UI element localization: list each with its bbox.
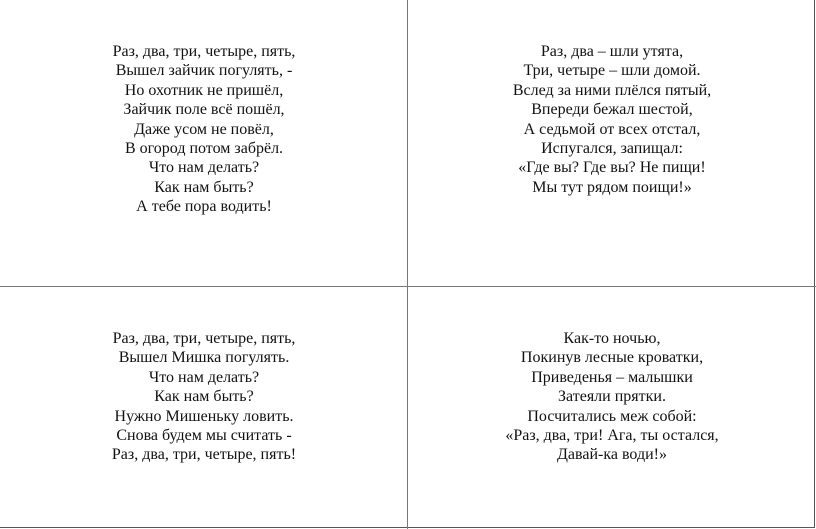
poem-line: Посчитались меж собой: — [527, 407, 697, 425]
poem-line: А тебе пора водить! — [136, 198, 272, 216]
poem-line: Испугался, запищал: — [541, 140, 683, 158]
horizontal-cut-line — [0, 286, 816, 287]
poem-line: Вышел Мишка погулять. — [118, 349, 290, 367]
poem-line: Даже усом не повёл, — [134, 120, 274, 138]
poem-line: Покинув лесные кроватки, — [520, 349, 704, 367]
poem-line: Вышел зайчик погулять, - — [115, 62, 293, 80]
poem-line: Вслед за ними плёлся пятый, — [512, 81, 712, 99]
poem-line: Нужно Мишеньку ловить. — [114, 407, 294, 425]
poem-line: А седьмой от всех отстал, — [523, 120, 701, 138]
poem-line: Три, четыре – шли домой. — [523, 62, 701, 80]
poem-card-top-right — [412, 42, 812, 197]
poem-line: «Где вы? Где вы? Не пищи! — [518, 159, 706, 177]
poem-line: Но охотник не пришёл, — [124, 81, 284, 99]
poem-line: Впереди бежал шестой, — [531, 101, 693, 119]
poem-line: Раз, два – шли утята, — [540, 43, 684, 60]
poem-line: Что нам делать? — [148, 159, 260, 177]
poem-line: Мы тут рядом поищи!» — [532, 178, 692, 196]
poem-card-bottom-left — [4, 329, 404, 465]
vertical-cut-line — [407, 0, 408, 529]
poem-line: «Раз, два, три! Ага, ты остался, — [505, 427, 719, 445]
poem-line: Раз, два, три, четыре, пять, — [112, 43, 296, 60]
poem-line: Давай-ка води!» — [557, 446, 667, 464]
poem-line: Зайчик поле всё пошёл, — [123, 101, 285, 119]
poem-line: Как нам быть? — [154, 178, 254, 196]
poem-line: В огород потом забрёл. — [124, 140, 284, 158]
poem-line: Раз, два, три, четыре, пять, — [112, 330, 296, 347]
poem-line: Как нам быть? — [154, 388, 254, 406]
poem-line: Что нам делать? — [148, 368, 260, 386]
poem-line: Приведенья – малышки — [531, 368, 693, 386]
poem-line: Раз, два, три, четыре, пять! — [111, 446, 297, 464]
poem-card-top-left — [4, 42, 404, 217]
poem-line: Как-то ночью, — [563, 330, 661, 347]
poem-line: Снова будем мы считать - — [116, 427, 292, 445]
poem-card-bottom-right — [412, 329, 812, 465]
poem-line: Затеяли прятки. — [558, 388, 666, 406]
